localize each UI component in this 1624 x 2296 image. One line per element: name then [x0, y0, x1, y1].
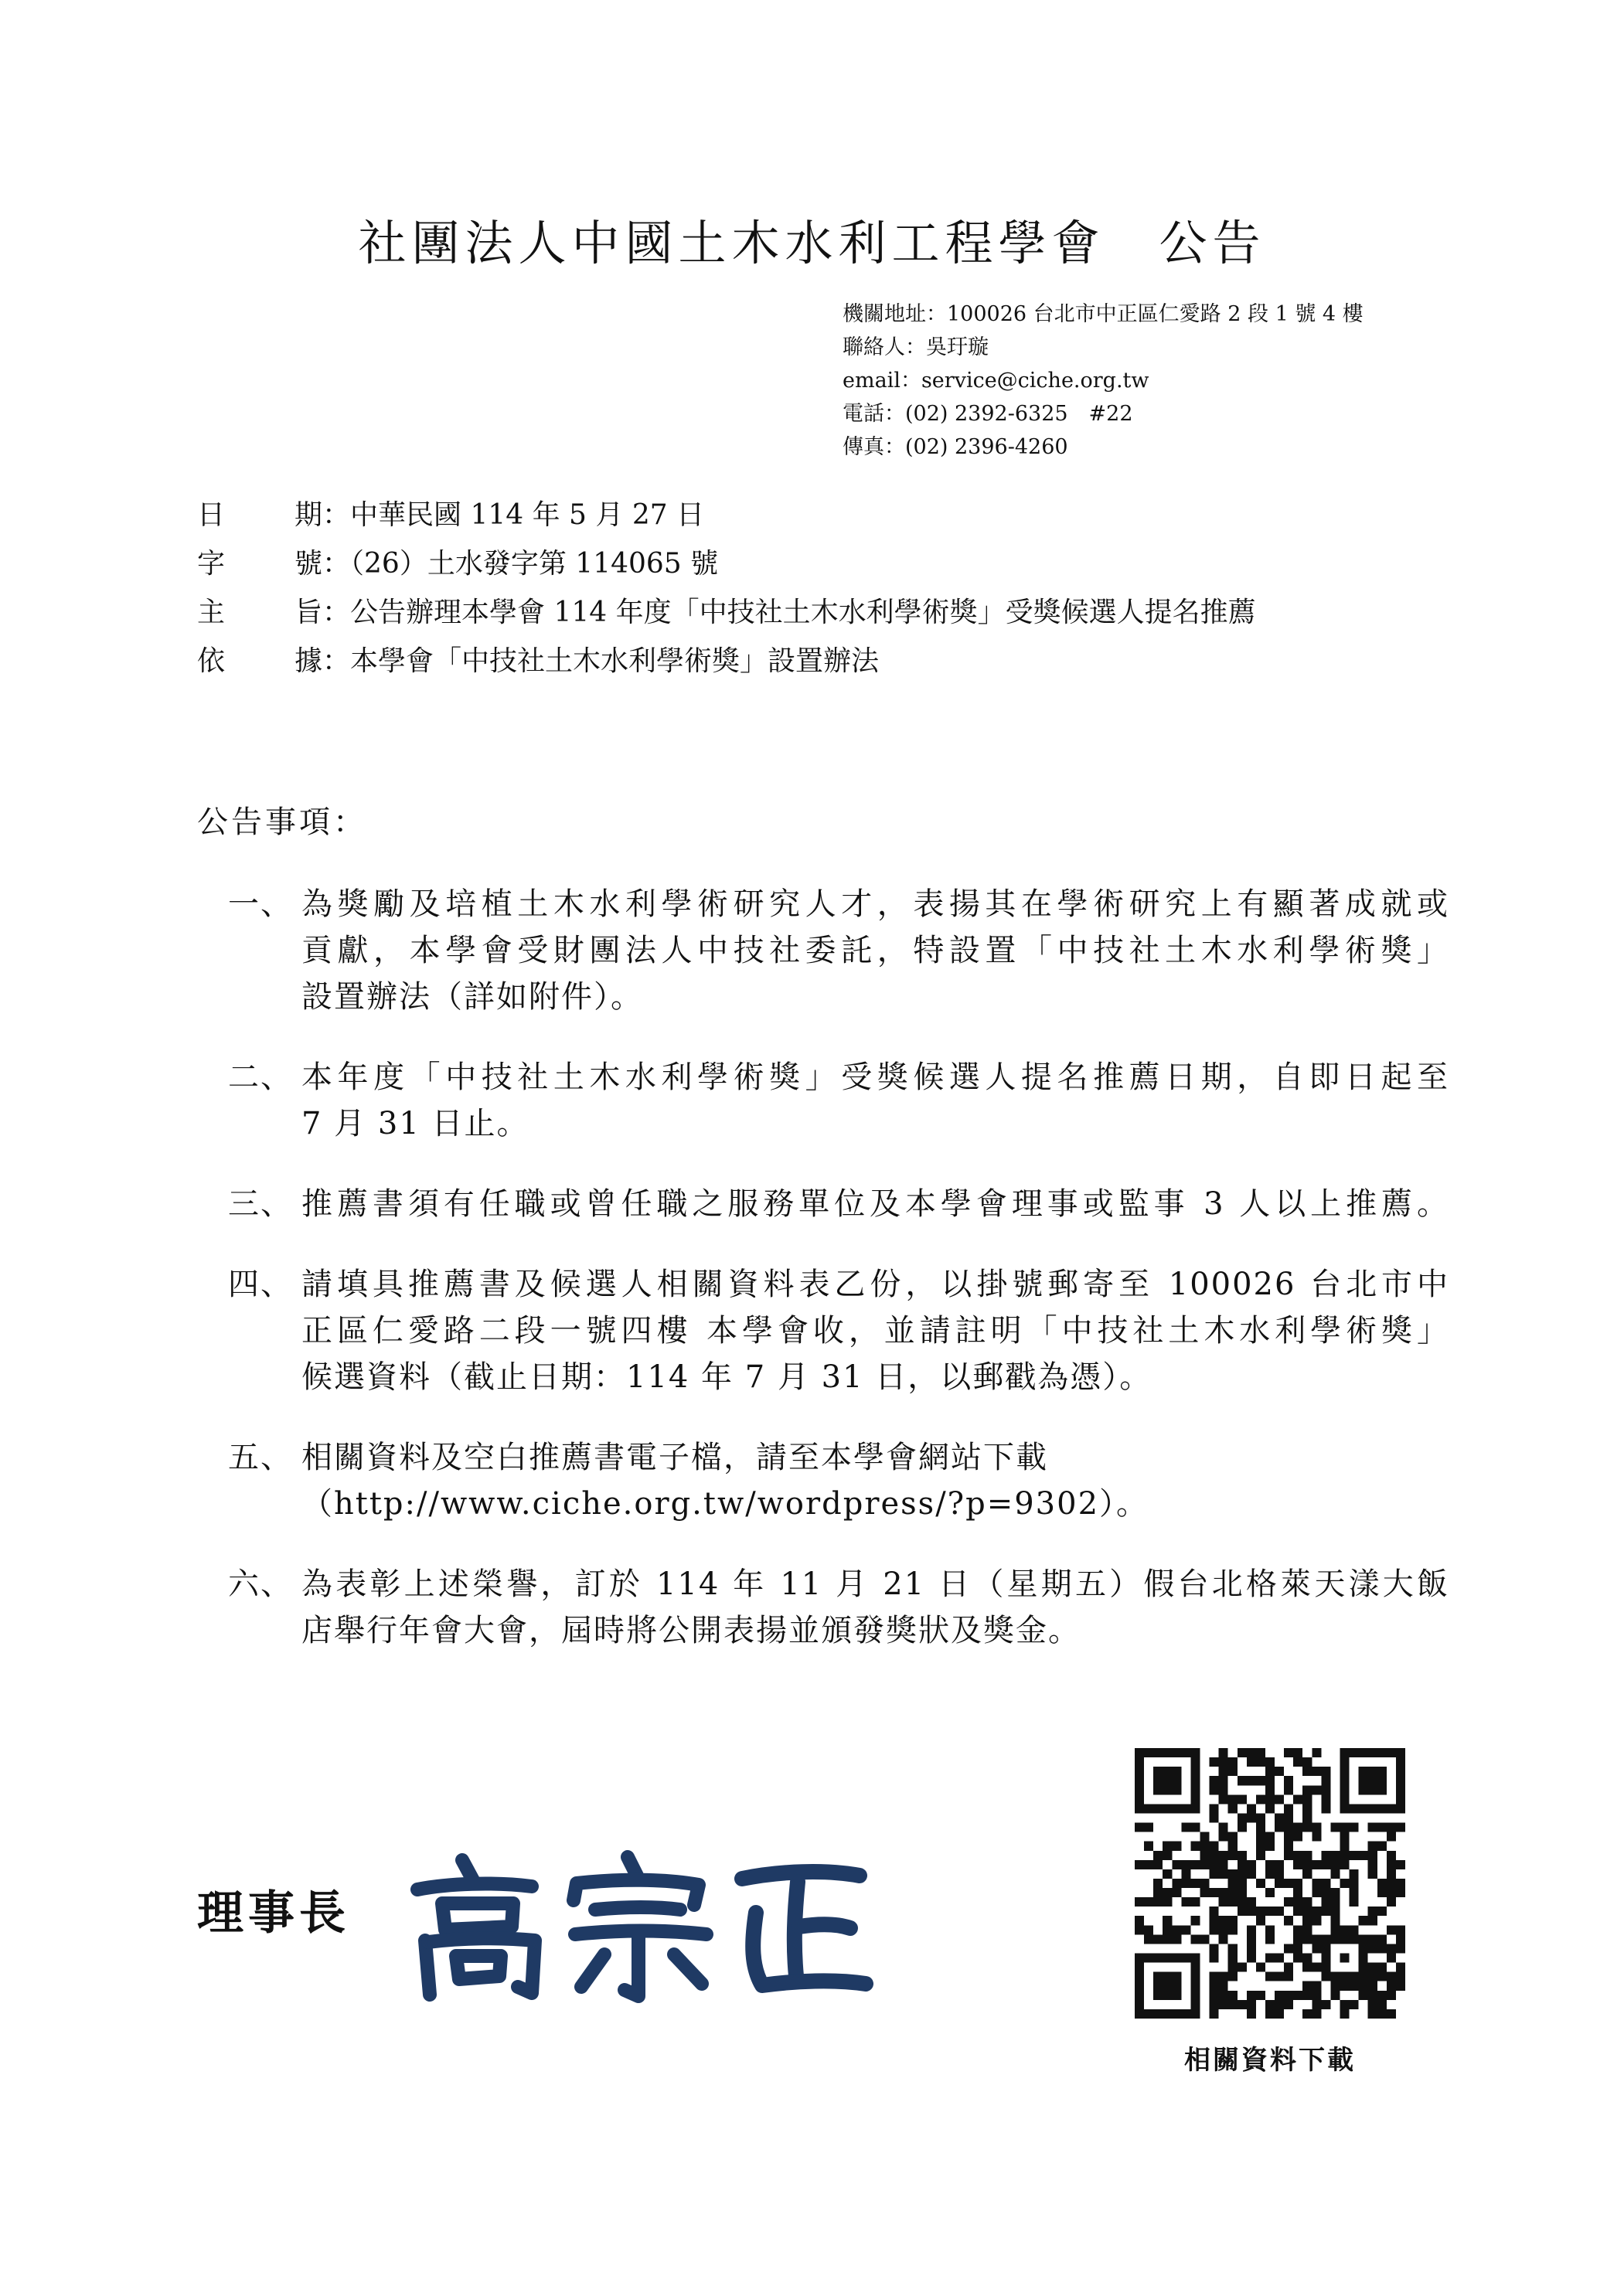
- meta-subject-key-a: 主: [197, 597, 226, 628]
- contact-block: [843, 298, 1364, 464]
- qr-caption: 相關資料下載: [1184, 2045, 1356, 2076]
- document-meta: [197, 491, 1256, 685]
- meta-subject-value: ：公告辦理本學會 114 年度「中技社土木水利學術獎」受獎候選人提名推薦: [322, 597, 1256, 628]
- meta-number: [197, 539, 1256, 588]
- meta-number-key-a: 字: [197, 548, 226, 580]
- item-line: 貢獻，本學會受財團法人中技社委託，特設置「中技社土木水利學術獎」: [301, 933, 1449, 968]
- meta-basis-key-b: 據: [294, 645, 323, 677]
- item-line: 相關資料及空白推薦書電子檔，請至本學會網站下載: [301, 1440, 1048, 1475]
- item-line: 推薦書須有任職或曾任職之服務單位及本學會理事或監事 3 人以上推薦。: [301, 1186, 1449, 1222]
- contact-fax: 傳真：(02) 2396-4260: [843, 435, 1068, 459]
- meta-subject: [197, 588, 1256, 637]
- meta-basis-value: ：本學會「中技社土木水利學術獎」設置辦法: [322, 645, 880, 677]
- list-item: [228, 1054, 1449, 1147]
- meta-subject-key-b: 旨: [294, 597, 323, 628]
- contact-person: 聯絡人：吳玗璇: [843, 335, 989, 359]
- item-number: 四、: [228, 1267, 293, 1302]
- item-line: 請填具推薦書及候選人相關資料表乙份，以掛號郵寄至 100026 台北市中: [301, 1267, 1449, 1302]
- contact-address: 機關地址：100026 台北市中正區仁愛路 2 段 1 號 4 樓: [843, 302, 1364, 326]
- item-line: 正區仁愛路二段一號四樓 本學會收，並請註明「中技社土木水利學術獎」: [301, 1313, 1449, 1349]
- organization-name: 社團法人中國土木水利工程學會: [358, 215, 1105, 271]
- meta-number-value: ：（26）土水發字第 114065 號: [322, 548, 719, 580]
- meta-basis-key-a: 依: [197, 645, 226, 677]
- item-number: 三、: [228, 1186, 293, 1222]
- list-item: [228, 1261, 1449, 1400]
- qr-code-icon[interactable]: [1135, 1748, 1405, 2019]
- item-line: 7 月 31 日止。: [301, 1106, 529, 1141]
- item-line: 本年度「中技社土木水利學術獎」受獎候選人提名推薦日期，自即日起至: [301, 1060, 1449, 1095]
- announcement-heading: 公告事項：: [197, 804, 367, 840]
- document-type: 公告: [1159, 215, 1266, 271]
- item-line: 候選資料（截止日期：114 年 7 月 31 日，以郵戳為憑）。: [301, 1359, 1152, 1395]
- item-line: 設置辦法（詳如附件）。: [301, 979, 643, 1015]
- item-line: 店舉行年會大會，屆時將公開表揚並頒發獎狀及獎金。: [301, 1613, 1081, 1648]
- announcement-title: [0, 205, 1624, 274]
- list-item: [228, 1434, 1449, 1527]
- meta-number-key-b: 號: [294, 548, 323, 580]
- item-number: 一、: [228, 886, 293, 922]
- item-number: 二、: [228, 1060, 293, 1095]
- item-number: 六、: [228, 1566, 293, 1602]
- announcement-items: [228, 881, 1449, 1688]
- contact-phone: 電話：(02) 2392-6325 #22: [843, 402, 1133, 426]
- meta-date-value: ：中華民國 114 年 5 月 27 日: [322, 499, 705, 531]
- item-line: 為表彰上述榮譽，訂於 114 年 11 月 21 日（星期五）假台北格萊天漾大飯: [301, 1566, 1449, 1602]
- signer-title: 理事長: [197, 1886, 350, 1941]
- list-item: [228, 1561, 1449, 1654]
- meta-date-key-b: 期: [294, 499, 323, 531]
- meta-date-key-a: 日: [197, 499, 226, 531]
- signature-image: [402, 1843, 873, 2005]
- item-number: 五、: [228, 1440, 293, 1475]
- meta-basis: [197, 637, 1256, 685]
- meta-date: [197, 491, 1256, 539]
- list-item: [228, 881, 1449, 1020]
- item-line: 為獎勵及培植土木水利學術研究人才，表揚其在學術研究上有顯著成就或: [301, 886, 1449, 922]
- list-item: [228, 1181, 1449, 1227]
- item-line: （http://www.ciche.org.tw/wordpress/?p=9302）。: [301, 1486, 1149, 1522]
- contact-email: email：service@ciche.org.tw: [843, 369, 1149, 393]
